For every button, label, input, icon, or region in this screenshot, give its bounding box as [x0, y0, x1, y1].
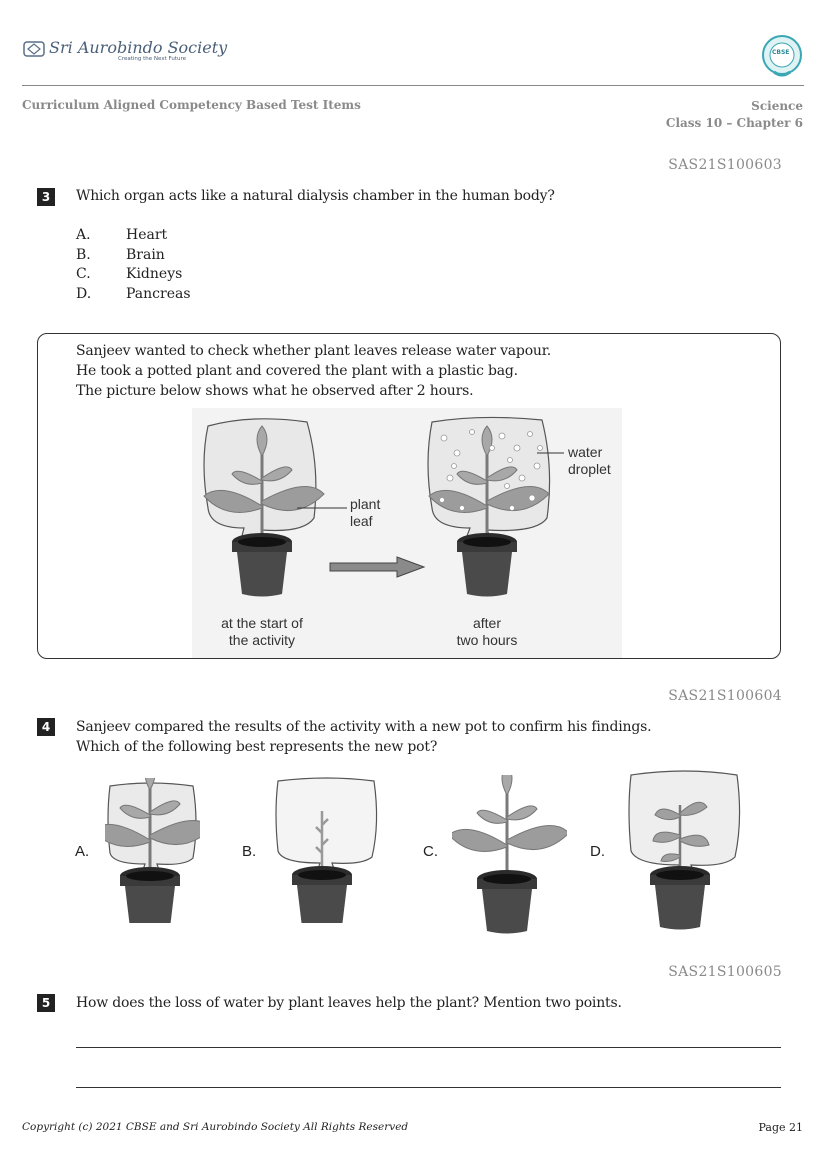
passage-line-1: Sanjeev wanted to check whether plant leaves release water vapour. [76, 343, 551, 359]
q5-code: SAS21S100605 [668, 964, 782, 980]
cbse-seal-icon [760, 34, 804, 80]
q5-question: How does the loss of water by plant leaves help the plant? Mention two points. [76, 995, 622, 1011]
passage-line-3: The picture below shows what he observed after 2 hours. [76, 383, 474, 399]
label-water-droplet: water droplet [568, 444, 611, 477]
q4-question-line-1: Sanjeev compared the results of the activity with a new pot to confirm his findings. [76, 719, 652, 735]
cbse-seal-text: CBSE [772, 49, 790, 56]
caption-after: after two hours [456, 615, 518, 648]
transpiration-figure [192, 408, 622, 658]
subject-chapter [666, 98, 803, 132]
q4-option-b-image [272, 773, 382, 927]
q4-option-d-label: D. [590, 843, 605, 860]
q3-option-d: D. Pancreas [76, 286, 191, 302]
copyright: Copyright (c) 2021 CBSE and Sri Aurobindo Society All Rights Reserved [22, 1121, 409, 1133]
caption-start: at the start of the activity [221, 615, 303, 648]
class-chapter: Class 10 – Chapter 6 [665, 116, 803, 130]
logo-text: Sri Aurobindo Society [49, 38, 228, 57]
q4-code: SAS21S100604 [668, 688, 782, 704]
answer-line-2[interactable] [76, 1087, 781, 1088]
label-plant-leaf: plant leaf [350, 496, 381, 529]
header-divider [22, 85, 804, 86]
q4-number-badge: 4 [37, 718, 55, 736]
passage-line-2: He took a potted plant and covered the plant with a plastic bag. [76, 363, 518, 379]
subject: Science [751, 99, 803, 113]
q4-option-d-image [625, 765, 745, 939]
q4-question-line-2: Which of the following best represents the new pot? [76, 739, 438, 755]
q4-option-b-label: B. [242, 843, 257, 860]
q4-option-a-image [105, 778, 200, 927]
q3-code: SAS21S100603 [668, 157, 782, 173]
answer-line-1[interactable] [76, 1047, 781, 1048]
q4-option-c-label: C. [423, 843, 438, 860]
q3-option-c: C. Kidneys [76, 266, 183, 282]
page-number: Page 21 [758, 1121, 803, 1134]
q3-option-a: A. Heart [76, 227, 168, 243]
q3-question: Which organ acts like a natural dialysis chamber in the human body? [76, 188, 555, 204]
q3-number-badge: 3 [37, 188, 55, 206]
q5-number-badge: 5 [37, 994, 55, 1012]
q4-option-a-label: A. [75, 843, 90, 860]
q3-option-b: B. Brain [76, 247, 165, 263]
cbse-seal [760, 34, 804, 84]
curriculum-subtitle: Curriculum Aligned Competency Based Test Items [22, 98, 361, 112]
q4-option-c-image [452, 775, 567, 939]
logo-tagline: Creating the Next Future [118, 56, 186, 62]
sri-aurobindo-logo [22, 36, 228, 72]
